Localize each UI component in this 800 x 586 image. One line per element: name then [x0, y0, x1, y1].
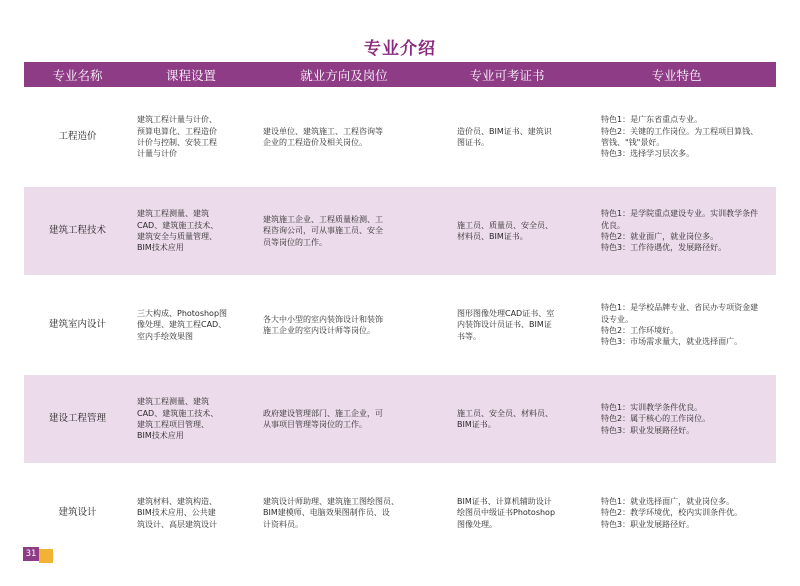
page-number-accent [39, 549, 53, 563]
certs-cell: BIM证书、计算机辅助设计 绘图员中级证书Photoshop 图像处理。 [457, 497, 556, 529]
jobs-cell: 各大中小型的室内装饰设计和装饰 施工企业的室内设计师等岗位。 [263, 314, 383, 335]
header-employment: 就业方向及岗位 [300, 67, 388, 83]
table-row [24, 281, 776, 369]
jobs-cell: 建筑设计师助理、建筑施工图绘图员、 BIM建模师、电脑效果图制作员、设 计资料员。 [263, 497, 399, 529]
courses-cell: 建筑材料、建筑构造、 BIM技术应用、公共建 筑设计、高层建筑设计 [137, 497, 217, 529]
certs-cell: 施工员、质量员、安全员、 材料员、BIM证书。 [457, 220, 553, 241]
jobs-cell: 建筑施工企业、工程质量检测、工 程咨询公司，可从事施工员、安全 员等岗位的工作。 [263, 215, 383, 247]
major-name: 建筑室内设计 [48, 319, 106, 331]
table-row [24, 375, 776, 463]
major-name: 建筑设计 [58, 507, 97, 519]
jobs-cell: 建设单位、建筑施工、工程咨询等 企业的工程造价及相关岗位。 [263, 126, 383, 147]
header-features: 专业特色 [651, 67, 702, 83]
table-row [24, 93, 776, 181]
programs-table [24, 62, 776, 557]
jobs-cell: 政府建设管理部门、施工企业，可 从事项目管理等岗位的工作。 [263, 408, 383, 429]
table-row [24, 187, 776, 275]
major-name: 工程造价 [58, 131, 97, 143]
features-cell: 特色1：是学校品牌专业、省民办专项资金建 设专业。 特色2：工作环境好。 特色3：市场需求量大，就业选择面广。 [601, 303, 759, 347]
courses-cell: 建筑工程测量、建筑 CAD、建筑施工技术、 建筑工程项目管理、 BIM技术应用 [137, 397, 219, 441]
features-cell: 特色1：实训教学条件优良。 特色2：属于核心的工作岗位。 特色3：职业发展路径好。 [601, 403, 711, 435]
certs-cell: 施工员、安全员、材料员、 BIM证书。 [457, 408, 553, 429]
page-title: 专业介绍 [364, 39, 436, 59]
courses-cell: 建筑工程测量、建筑 CAD、建筑施工技术、 建筑安全与质量管理、 BIM技术应用 [137, 209, 219, 253]
header-courses: 课程设置 [165, 67, 216, 83]
header-certificates: 专业可考证书 [469, 67, 545, 83]
major-name: 建筑工程技术 [48, 225, 106, 237]
courses-cell: 三大构成、Photoshop图 像处理、建筑工程CAD、 室内手绘效果图 [137, 309, 228, 341]
features-cell: 特色1：就业选择面广，就业岗位多。 特色2：教学环境优，校内实训条件优。 特色3：职业发展路径好。 [601, 497, 743, 529]
certs-cell: 造价员、BIM证书、建筑识 图证书。 [457, 126, 552, 147]
page-number: 31 [23, 547, 39, 561]
features-cell: 特色1：是学院重点建设专业。实训教学条件 优良。 特色2：就业面广，就业岗位多。 特色3：工作待遇优，发展路径好。 [601, 209, 759, 253]
courses-cell: 建筑工程计量与计价、 预算电算化、工程造价 计价与控制、安装工程 计量与计价 [137, 115, 217, 159]
features-cell: 特色1：是广东省重点专业。 特色2：关键的工作岗位。为工程项目算钱、 管钱、"钱"景好。 特色3：选择学习层次多。 [601, 115, 759, 159]
table-header [24, 62, 776, 87]
header-major-name: 专业名称 [52, 67, 103, 83]
table-row [24, 469, 776, 557]
major-name: 建设工程管理 [48, 413, 106, 425]
certs-cell: 图形图像处理CAD证书、室 内装饰设计员证书、BIM证 书等。 [457, 309, 555, 341]
